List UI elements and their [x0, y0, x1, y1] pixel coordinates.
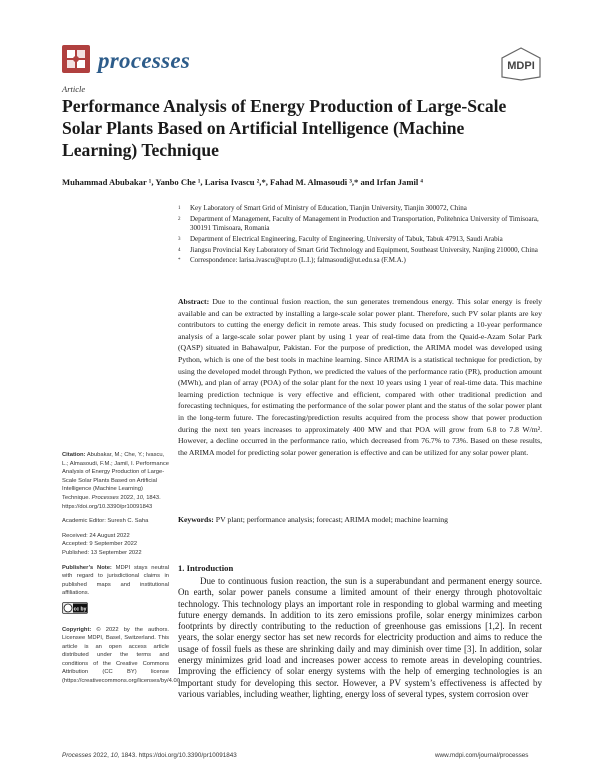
mdpi-logo-text: MDPI	[507, 60, 535, 72]
affiliation-item	[178, 235, 548, 244]
affiliation-item	[178, 215, 548, 233]
publisher-note-text: MDPI stays neutral with regard to jurisdictional claims in published maps and institutional affiliations.	[62, 564, 169, 597]
affiliation-mark: 2	[178, 216, 181, 222]
publisher-note-label: Publisher’s Note:	[62, 564, 112, 571]
affiliation-item	[178, 204, 548, 213]
correspondence-text: Correspondence: larisa.ivascu@upt.ro (L.I.); falmasoudi@ut.edu.sa (F.M.A.)	[190, 256, 406, 265]
citation-doi-link[interactable]: https://doi.org/10.3390/pr10091843	[62, 503, 153, 510]
publisher-note	[62, 564, 169, 598]
processes-logo-icon	[62, 45, 90, 73]
correspondence	[178, 256, 548, 265]
footer-volume: 10,	[110, 752, 120, 759]
author-list: Muhammad Abubakar ¹, Yanbo Che ¹, Larisa Ivascu ²,*, Fahad M. Almasoudi ³,* and Irfan Jamil ⁴	[62, 177, 423, 187]
journal-name: processes	[98, 48, 191, 73]
citation-journal: Processes	[91, 494, 119, 501]
citation-page: 1843.	[146, 494, 161, 501]
citation-text: Abubakar, M.; Che, Y.; Ivascu, L.; Almasoudi, F.M.; Jamil, I. Performance Analysis of Energy Production of Large-Scale Solar Plants Based on Artificial Intelligence (Machine Learning) Technique.	[62, 452, 169, 501]
section-heading-introduction: 1. Introduction	[178, 563, 234, 573]
affiliation-mark: 3	[178, 236, 181, 242]
copyright-text: © 2022 by the authors. Licensee MDPI, Basel, Switzerland. This article is an open access article distributed under the terms and conditions of the Creative Commons Attribution (CC BY) license (https://creativecommons.org/licenses/by/4.0/).	[62, 626, 182, 685]
cc-by-license-icon[interactable]	[62, 602, 88, 614]
footer-journal: Processes	[62, 752, 92, 759]
abstract-label: Abstract:	[178, 297, 210, 306]
keywords	[178, 514, 542, 525]
affiliation-item	[178, 246, 548, 255]
affiliation-mark: 4	[178, 247, 181, 253]
affiliation-text: Department of Electrical Engineering, Faculty of Engineering, University of Tabuk, Tabuk 47913, Saudi Arabia	[190, 234, 503, 243]
abstract	[178, 296, 542, 458]
mdpi-logo	[500, 47, 542, 81]
affiliation-text: Department of Management, Faculty of Management in Production and Transportation, Politehnica University of Timisoara, 300191 Timisoara, Romania	[190, 214, 539, 232]
citation-year: 2022,	[120, 494, 135, 501]
accepted-date: Accepted: 9 September 2022	[62, 541, 138, 548]
footer-citation	[62, 752, 237, 759]
citation-label: Citation:	[62, 452, 86, 458]
article-type: Article	[62, 84, 86, 94]
copyright	[62, 626, 182, 686]
citation-volume: 10,	[136, 494, 145, 501]
introduction-paragraph: Due to continuous fusion reaction, the sun is a superabundant and permanent energy source. On earth, solar power panels consume a limited amount of their energy through photovoltaic technology. This technology plays an important role in responding to global warming and meeting future energy demands. In addition to its zero emissions profile, solar energy minimizes carbon footprints by directly contributing to the reduction of greenhouse gas emissions [1,2]. In recent years, the solar energy sector has set new records for electricity production and aims to reduce the usage of fossil fuels as these are shrinking daily and may diminish over time [3]. In addition, solar energy minimizes grid load and increases power access to remote areas in developing countries. Improving the efficiency of solar energy systems with the help of emerging technologies is an important study for developing this sector. However, a PV system’s effectiveness is affected by various variables, including weather, lighting, energy loss of several types, system corrosion over	[178, 576, 542, 699]
affiliation-mark: *	[178, 258, 181, 264]
affiliation-text: Key Laboratory of Smart Grid of Ministry of Education, Tianjin University, Tianjin 300072, China	[190, 204, 467, 212]
keywords-text: PV plant; performance analysis; forecast; ARIMA model; machine learning	[215, 515, 448, 524]
abstract-text: Due to the continual fusion reaction, the sun generates tremendous energy. This solar energy is freely available and can be extracted by installing a large-scale solar power plant. Therefore, such PV solar plants are key contributors to cutting the energy deficit in remote areas. This study focused on predicting a 10-year performance analysis of a large-scale solar power plant by using 1 year of real-time data from the Quaid-e-Azam Solar Park (QASP) situated in Bahawalpur, Pakistan. For the purpose of prediction, the ARIMA model was developed using Python, which is one of the best tools in machine learning. Since ARIMA is a statistical technique for prediction, by using the developed model through Python, we predicted the values of the performance ratio (PR), production amount (MWh), and plan of array (POA) of the solar plant for the next 10 years using 1 year of real-time data. This machine learning prediction technique is very effective and efficient, compared with other traditional prediction and forecasting techniques, for estimating the performance of the solar power plant and the status of the solar power plant in the long-term future. The forecasting/prediction results acquired from the process show that power production during the next ten years increases to approximately 400 MW and that POA will grow from 6.8 to 7.8 W/m². However, a decline occurred in the performance ratio, which decreased from 76.7% to 73%. Based on these results, the ARIMA model for predicting solar power generation is effective and can be utilized for any solar power plant.	[178, 297, 543, 457]
keywords-label: Keywords:	[178, 515, 214, 524]
affiliations	[178, 204, 548, 267]
affiliation-text: Jiangsu Provincial Key Laboratory of Smart Grid Technology and Equipment, Southeast University, Nanjing 210000, China	[190, 245, 538, 254]
cc-badge-text: cc by	[73, 606, 87, 613]
article-title: Performance Analysis of Energy Production of Large-Scale Solar Plants Based on Artificial Intelligence (Machine Learning) Technique	[62, 96, 507, 160]
footer-journal-url-link[interactable]: www.mdpi.com/journal/processes	[435, 752, 529, 759]
article-info-sidebar	[62, 451, 182, 686]
footer-year: 2022,	[93, 752, 109, 759]
citation	[62, 451, 169, 511]
affiliation-mark: 1	[178, 206, 181, 211]
academic-editor: Academic Editor: Suresh C. Saha	[62, 518, 149, 525]
received-date: Received: 24 August 2022	[62, 532, 130, 539]
footer-doi-link[interactable]: 1843. https://doi.org/10.3390/pr10091843	[121, 752, 237, 759]
published-date: Published: 13 September 2022	[62, 549, 142, 556]
copyright-label: Copyright:	[62, 626, 92, 633]
